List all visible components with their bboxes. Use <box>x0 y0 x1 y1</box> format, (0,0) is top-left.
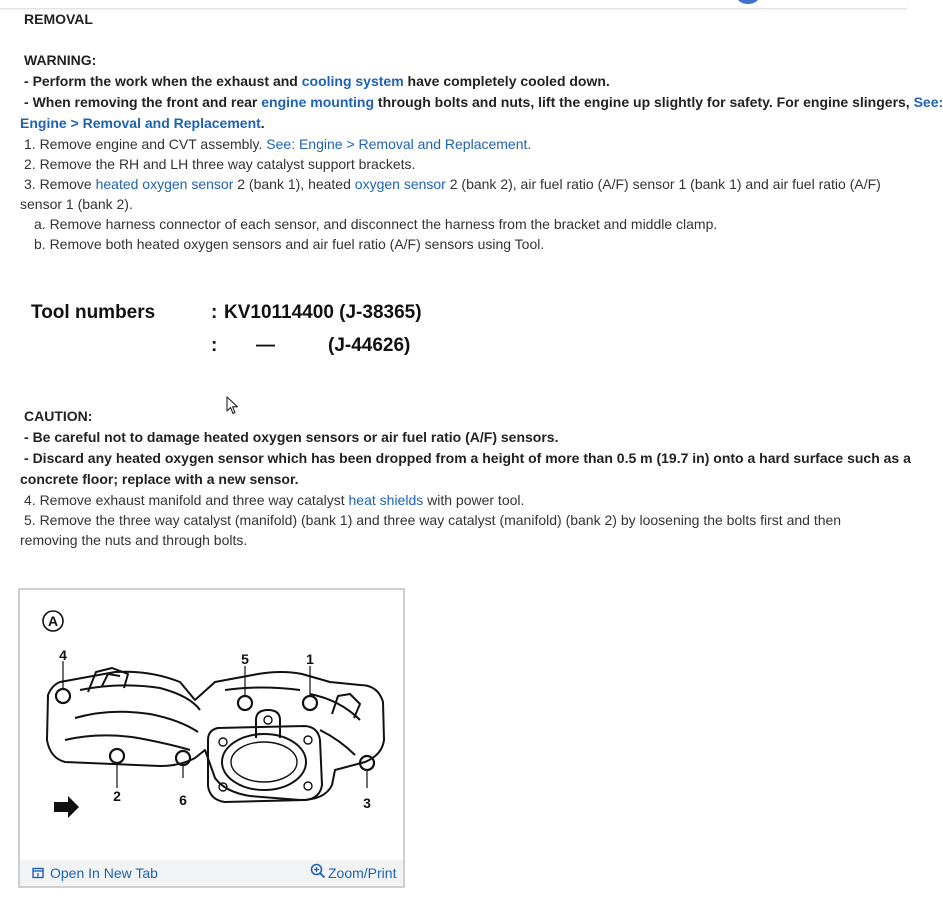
link-cooling-system[interactable]: cooling system <box>301 73 404 89</box>
callout-1: 1 <box>306 651 314 667</box>
link-oxygen-sensor[interactable]: oxygen sensor <box>354 176 446 192</box>
step-2: 2. Remove the RH and LH three way catalyst support brackets. <box>24 156 416 172</box>
callout-6: 6 <box>179 792 187 808</box>
link-see[interactable]: See: <box>913 94 943 110</box>
zoom-icon[interactable] <box>310 863 326 879</box>
link-step1-engine[interactable]: See: Engine > Removal and Replacement. <box>266 136 532 152</box>
tool-colon-2: : <box>211 335 218 356</box>
catalyst-illustration <box>20 590 403 860</box>
caution-heading: CAUTION: <box>24 408 93 424</box>
warning-heading: WARNING: <box>24 52 97 68</box>
open-new-tab-icon[interactable] <box>32 867 44 879</box>
warning-line-2-cont: Engine > Removal and Replacement. <box>20 115 265 131</box>
step-3: 3. Remove heated oxygen sensor 2 (bank 1), heated oxygen sensor 2 (bank 2), air fuel ratio (A/F) sensor 1 (bank 1) and air fuel ratio (A/F) <box>24 176 881 192</box>
link-engine-removal[interactable]: Engine > Removal and Replacement <box>20 115 261 131</box>
figure-footer <box>20 860 403 886</box>
step-1: 1. Remove engine and CVT assembly. See: Engine > Removal and Replacement. <box>24 136 532 152</box>
arrow-icon <box>54 796 79 818</box>
link-engine-mounting[interactable]: engine mounting <box>261 94 375 110</box>
step-5: 5. Remove the three way catalyst (manifold) (bank 1) and three way catalyst (manifold) (bank 2) by loosening the bolts first and then <box>24 512 842 528</box>
warning-line-1: - Perform the work when the exhaust and cooling system have completely cooled down. <box>24 73 610 89</box>
tool-colon-1: : <box>211 302 218 323</box>
callout-3: 3 <box>363 795 371 811</box>
link-heat-shields[interactable]: heat shields <box>348 492 424 508</box>
tool-row-2-dash: — <box>256 335 275 356</box>
tool-row-2-number: (J-44626) <box>328 335 411 356</box>
user-avatar[interactable] <box>736 0 760 4</box>
top-bar <box>0 0 906 9</box>
callout-2: 2 <box>113 788 121 804</box>
caution-line-2-cont: concrete floor; replace with a new sensor. <box>20 471 299 487</box>
section-title: REMOVAL <box>24 11 93 27</box>
step-5-cont: removing the nuts and through bolts. <box>20 532 248 548</box>
tool-row-1: KV10114400 (J-38365) <box>224 302 422 323</box>
callout-5: 5 <box>241 651 249 667</box>
step-3-cont: sensor 1 (bank 2). <box>20 196 133 212</box>
open-in-new-tab-link[interactable]: Open In New Tab <box>50 865 158 881</box>
callout-4: 4 <box>59 647 67 663</box>
caution-line-1: - Be careful not to damage heated oxygen sensors or air fuel ratio (A/F) sensors. <box>24 429 559 445</box>
link-heated-oxygen-sensor[interactable]: heated oxygen sensor <box>95 176 234 192</box>
figure-panel <box>18 588 405 888</box>
zoom-print-link[interactable]: Zoom/Print <box>328 865 397 881</box>
mouse-cursor-icon <box>226 396 240 416</box>
step-4: 4. Remove exhaust manifold and three way catalyst heat shields with power tool. <box>24 492 525 508</box>
caution-line-2: - Discard any heated oxygen sensor which has been dropped from a height of more than 0.5 m (19.7 in) onto a hard surface such as a <box>24 450 911 466</box>
step-3a: a. Remove harness connector of each sensor, and disconnect the harness from the bracket and middle clamp. <box>34 216 718 232</box>
warning-line-2: - When removing the front and rear engine mounting through bolts and nuts, lift the engine up slightly for safety. For engine slingers, See: <box>24 94 943 110</box>
tool-numbers-label: Tool numbers <box>31 302 156 323</box>
step-3b: b. Remove both heated oxygen sensors and air fuel ratio (A/F) sensors using Tool. <box>34 236 545 252</box>
view-label: A <box>47 613 59 629</box>
